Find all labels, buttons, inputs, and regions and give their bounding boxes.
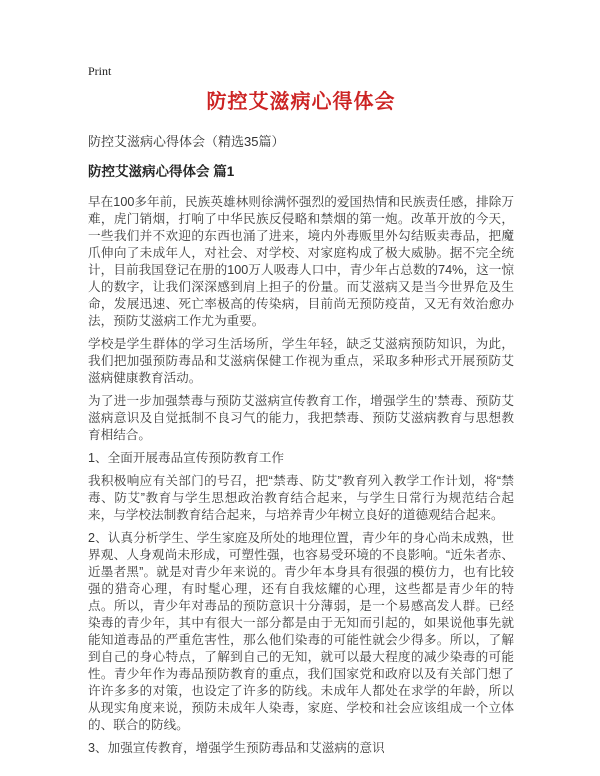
paragraph-item-2: 2、认真分析学生、学生家庭及所处的地理位置，青少年的身心尚未成熟，世界观、人身观尚未形成，可塑性强，也容易受环境的不良影响。“近朱者赤、近墨者黑”。就是对青少年来说的。青少年本身具有很强的模仿力，也有比较强的猎奇心理，有时髦心理，还有自我炫耀的心理，这些都是青少年的特点。所以，青少年对毒品的预防意识十分薄弱，是一个易感高发人群。已经染毒的青少年，其中有很大一部分都是由于无知而引起的，如果说他事先就能知道毒品的严重危害性，那么他们染毒的可能性就会少得多。所以，了解到自己的身心特点，了解到自己的无知，就可以最大程度的减少染毒的可能性。青少年作为毒品预防教育的重点，我们国家党和政府以及有关部门想了许许多多的对策，也设定了许多的防线。未成年人都处在求学的年龄，所以从现实角度来说，预防未成年人染毒，家庭、学校和社会应该组成一个立体的、联合的防线。 — [88, 531, 514, 732]
paragraph-item-1: 1、全面开展毒品宣传预防教育工作 — [88, 451, 284, 465]
paragraph-goal: 为了进一步加强禁毒与预防艾滋病宣传教育工作，增强学生的’禁毒、预防艾滋病意识及自觉抵制不良习气的能力，我把禁毒、预防艾滋病教育与思想教育相结合。 — [88, 394, 514, 442]
section-heading: 防控艾滋病心得体会 篇1 — [88, 164, 235, 179]
paragraph-intro: 早在100多年前，民族英雄林则徐满怀强烈的爱国热情和民族责任感，排除万难，虎门销烟，打响了中华民族反侵略和禁烟的第一炮。改革开放的今天，一些我们并不欢迎的东西也涌了进来，境内外毒贩里外勾结贩卖毒品，把魔爪伸向了未成年人，对社会、对学校、对家庭构成了极大威胁。据不完全统计，目前我国登记在册的100万人吸毒人口中，青少年占总数的74%，这一惊人的数字，让我们深深感到肩上担子的份量。而艾滋病又是当今世界危及生命，发展迅速、死亡率极高的传染病，目前尚无预防疫苗，又无有效治愈办法，预防艾滋病工作尤为重要。 — [88, 195, 514, 328]
paragraph-school: 学校是学生群体的学习生活场所，学生年轻，缺乏艾滋病预防知识，为此，我们把加强预防毒品和艾滋病保健工作视为重点，采取多种形式开展预防艾滋病健康教育活动。 — [88, 337, 514, 385]
paragraph-plan: 我积极响应有关部门的号召，把“禁毒、防艾”教育列入教学工作计划，将“禁毒、防艾”教育与学生思想政治教育结合起来，与学生日常行为规范结合起来，与学校法制教育结合起来，与培养青少年树立良好的道德观结合起来。 — [88, 474, 514, 522]
print-link[interactable]: Print — [88, 64, 112, 78]
paragraph-item-3: 3、加强宣传教育，增强学生预防毒品和艾滋病的意识 — [88, 741, 385, 755]
page-title: 防控艾滋病心得体会 — [206, 91, 396, 113]
doc-subtitle: 防控艾滋病心得体会（精选35篇） — [88, 134, 285, 149]
